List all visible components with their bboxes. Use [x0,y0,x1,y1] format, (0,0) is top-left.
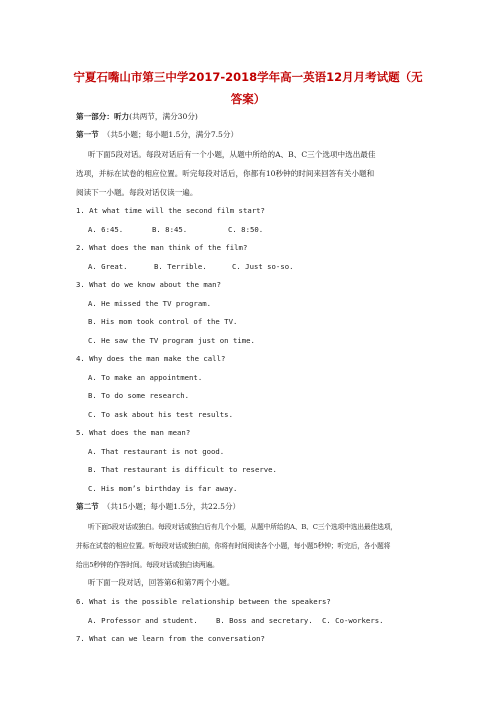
question-4-option-c: C. To ask about his test results. [88,410,233,419]
part1-heading: 第一部分：听力(共两节，满分30分) [76,112,198,121]
section2-instruction-line-2: 并标在试卷的相应位置。听每段对话或独白前，你将有时间阅读各个小题，每小题5秒钟；听完后，各小题将 [76,542,391,550]
question-3-option-b: B. His mom took control of the TV. [88,317,238,326]
question-6-stem: 6. What is the possible relationship between the speakers? [76,597,331,606]
title-line-1: 宁夏石嘴山市第三中学2017-2018学年高一英语12月月考试题（无 [73,70,423,84]
option-a: A. Great. [88,262,128,271]
question-4-option-a: A. To make an appointment. [88,373,203,382]
question-5-option-a: A. That restaurant is not good. [88,447,225,456]
question-4-stem: 4. Why does the man make the call? [76,354,226,363]
question-1-stem: 1. At what time will the second film start? [76,206,265,215]
question-3-option-c: C. He saw the TV program just on time. [88,336,255,345]
section1-instruction-line-1: 听下面5段对话。每段对话后有一个小题，从题中所给的A、B、C三个选项中选出最佳 [88,150,376,159]
question-3-stem: 3. What do we know about the man? [76,280,221,289]
option-b: B. 8:45. [152,225,188,234]
question-3-option-a: A. He missed the TV program. [88,299,212,308]
question-7-stem: 7. What can we learn from the conversation? [76,634,265,643]
section2-heading: 第二节 （共15小题；每小题1.5分，共22.5分） [76,502,241,511]
question-5-option-b: B. That restaurant is difficult to reserve. [88,465,277,474]
option-c: C. Just so-so. [232,262,294,271]
question-5-stem: 5. What does the man mean? [76,428,191,437]
question-4-option-b: B. To do some research. [88,391,190,400]
option-a: A. Professor and student. [88,616,198,625]
section2-instruction-line-3: 给出5秒钟的作答时间。每段对话或独白读两遍。 [76,561,219,569]
option-b: B. Terrible. [154,262,207,271]
section1-instruction-line-2: 选项，并标在试卷的相应位置。听完每段对话后，你都有10秒钟的时间来回答有关小题和 [76,169,375,178]
option-a: A. 6:45. [88,225,124,234]
exam-title [60,66,436,110]
title-line-2: 答案） [230,92,266,106]
section1-instruction-line-3: 阅读下一小题。每段对话仅读一遍。 [76,188,198,197]
section1-heading: 第一节 （共5小题；每小题1.5分，满分7.5分） [76,130,239,139]
option-c: C. Co-workers. [322,616,384,625]
option-c: C. 8:50. [228,225,264,234]
option-b: B. Boss and secretary. [216,616,313,625]
question-2-stem: 2. What does the man think of the film? [76,243,248,252]
question-5-option-c: C. His mom’s birthday is far away. [88,484,238,493]
section2-instruction-line-1: 听下面5段对话或独白。每段对话或独白后有几个小题，从题中所给的A、B、C三个选项中选出最佳选项， [88,523,397,531]
listen-instruction: 听下面一段对话，回答第6和第7两个小题。 [88,578,235,587]
